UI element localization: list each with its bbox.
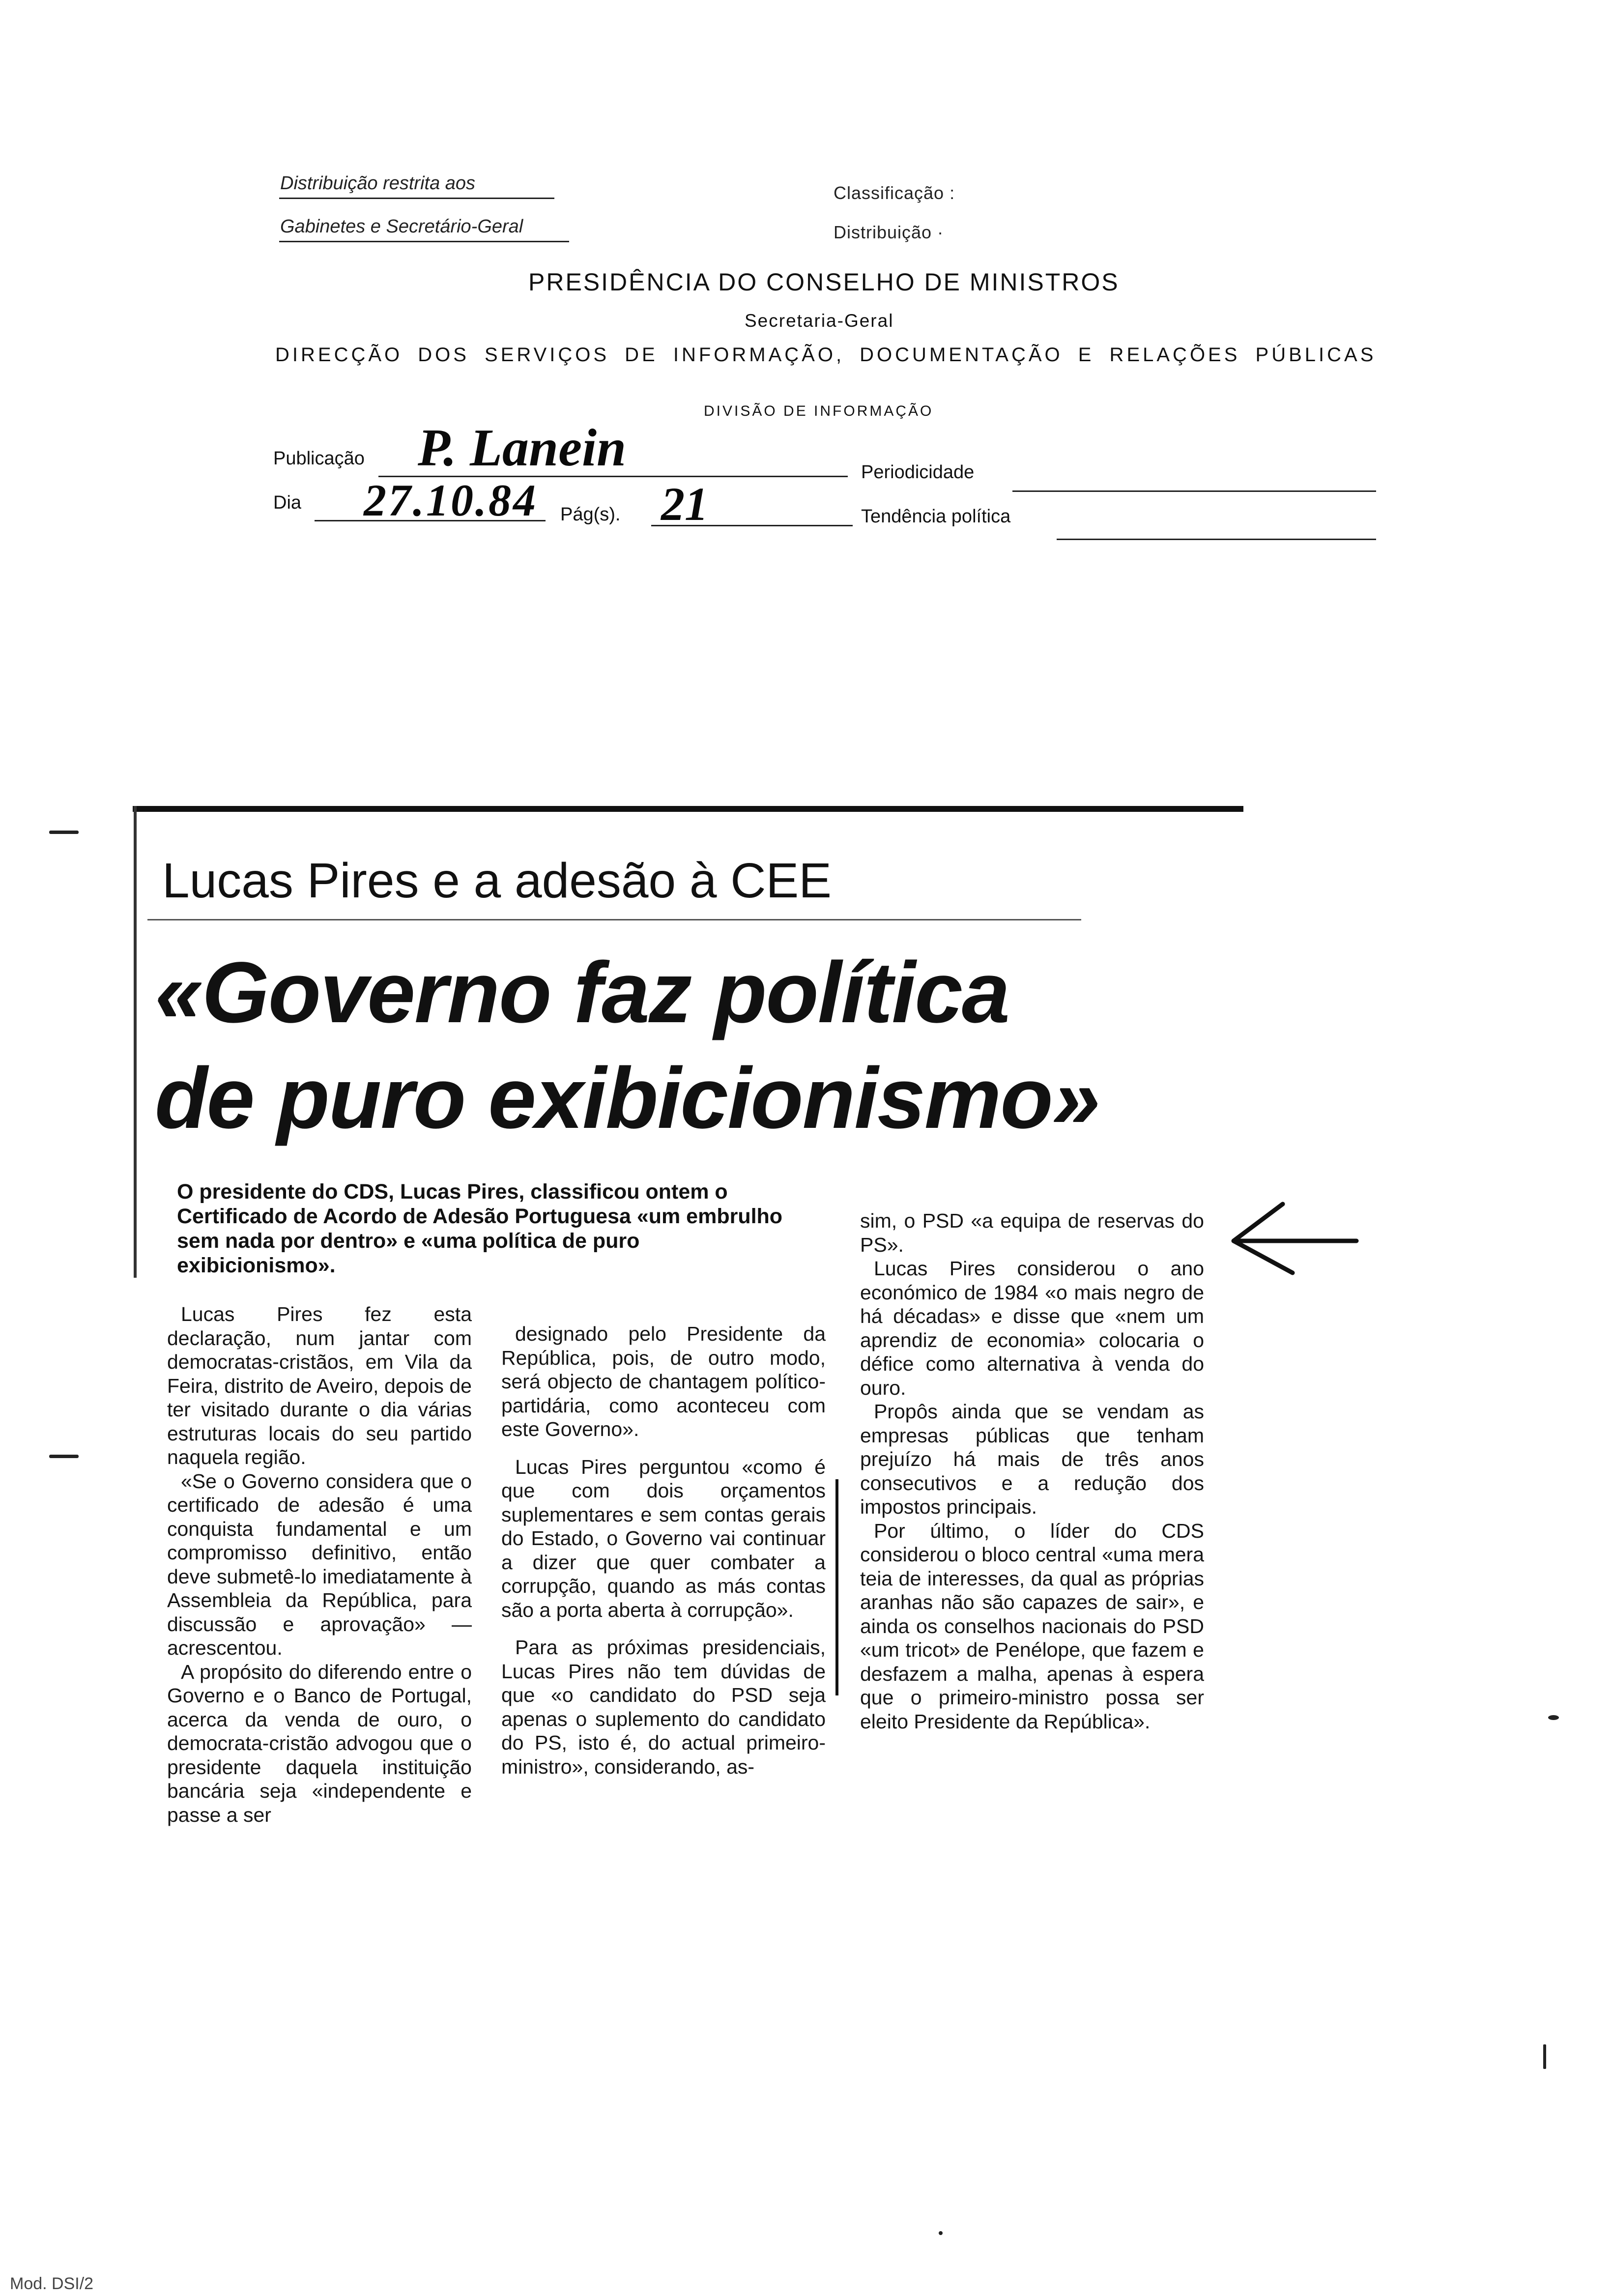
distribution-label: Distribuição · (834, 222, 944, 242)
scan-speck (1543, 2044, 1546, 2069)
kicker-rule (147, 919, 1081, 920)
column-3-paragraph: Lucas Pires considerou o ano económico de 1984 «o mais negro de há décadas» e disse que «nem um aprendiz de economia» colocaria o défice como alternativa à venda do ouro. (860, 1257, 1204, 1399)
article-headline-line1: «Governo faz política (155, 945, 1009, 1041)
article-kicker: Lucas Pires e a adesão à CEE (162, 853, 832, 908)
article-lead: O presidente do CDS, Lucas Pires, classificou ontem o Certificado de Acordo de Adesão Portuguesa «um embrulho sem nada por dentro» e «uma política de puro exibicionismo». (177, 1180, 783, 1277)
day-handwritten-value: 27.10.84 (364, 475, 538, 525)
distribution-underline-1 (279, 198, 554, 199)
secretariat-title: Secretaria-Geral (745, 311, 894, 331)
scan-speck (939, 2231, 943, 2235)
periodicity-field-line (1012, 490, 1376, 492)
column-1-paragraph: Lucas Pires fez esta declaração, num jantar com democratas-cristãos, em Vila da Feira, distrito de Aveiro, depois de ter visitado durante o dia várias estruturas locais do seu partido naquela região. (167, 1303, 472, 1468)
clipping-left-edge (134, 806, 137, 1278)
distribution-restriction-line2: Gabinetes e Secretário-Geral (280, 216, 523, 237)
scan-speck (1548, 1715, 1559, 1720)
page-label: Pág(s). (560, 504, 621, 525)
day-label: Dia (273, 492, 302, 513)
periodicity-label: Periodicidade (861, 462, 975, 483)
publication-handwritten-value: P. Lanein (418, 419, 627, 477)
column-3-paragraph: Por último, o líder do CDS considerou o bloco central «uma mera teia de interesses, da qual as próprias aranhas não são capazes de sair», e ainda os conselhos nacionais do PSD «um tricot» de Penélope, que fazem e desfazem a malha, apenas à espera que o primeiro-ministro possa ser eleito Presidente da República». (860, 1519, 1204, 1733)
scan-speck (49, 831, 79, 834)
column-2-paragraph: designado pelo Presidente da República, pois, de outro modo, será objecto de chantagem político-partidária, como aconteceu com este Governo». (501, 1322, 826, 1440)
form-code: Mod. DSI/2 (10, 2274, 94, 2293)
tendency-field-line (1057, 539, 1376, 540)
division-title: DIVISÃO DE INFORMAÇÃO (704, 403, 934, 419)
institution-title: PRESIDÊNCIA DO CONSELHO DE MINISTROS (528, 268, 1120, 296)
directorate-title: DIRECÇÃO DOS SERVIÇOS DE INFORMAÇÃO, DOCUMENTAÇÃO E RELAÇÕES PÚBLICAS (275, 344, 1377, 366)
column-1-paragraph: A propósito do diferendo entre o Governo e o Banco de Portugal, acerca da venda de ouro, o democrata-cristão advogou que o presidente daquela instituição bancária seja «independente e passe a ser (167, 1660, 472, 1826)
distribution-restriction-line1: Distribuição restrita aos (280, 173, 476, 194)
publication-label: Publicação (273, 448, 365, 469)
clipping-top-rule (133, 806, 1243, 812)
article-column-3 (860, 1209, 1204, 1733)
column-3-paragraph: Propôs ainda que se vendam as empresas públicas que tenham prejuízo há mais de três anos consecutivos e a redução dos impostos principais. (860, 1400, 1204, 1518)
article-column-1 (167, 1302, 472, 1827)
article-column-2 (501, 1322, 826, 1779)
distribution-underline-2 (279, 241, 569, 242)
column-2-paragraph: Para as próximas presidenciais, Lucas Pires não tem dúvidas de que «o candidato do PSD seja apenas o suplemento do candidato do PS, isto é, do actual primeiro-ministro», considerando, as- (501, 1636, 826, 1778)
column-1-paragraph: «Se o Governo considera que o certificado de adesão é uma conquista fundamental e um compromisso definitivo, então deve submetê-lo imediatamente à Assembleia da República, para discussão e aprovação» — acrescentou. (167, 1469, 472, 1659)
page-handwritten-value: 21 (661, 478, 708, 530)
column-2-paragraph: Lucas Pires perguntou «como é que com dois orçamentos suplementares e sem contas gerais do Estado, o Governo vai continuar a dizer que quer combater a corrupção, quando as más contas são a porta aberta à corrupção». (501, 1455, 826, 1621)
margin-annotation-bracket (835, 1479, 838, 1695)
margin-arrow-icon (1224, 1199, 1361, 1283)
column-3-paragraph: sim, o PSD «a equipa de reservas do PS». (860, 1209, 1204, 1256)
scan-speck (49, 1455, 79, 1458)
article-headline-line2: de puro exibicionismo» (155, 1050, 1099, 1147)
classification-label: Classificação : (834, 183, 955, 203)
political-tendency-label: Tendência política (861, 506, 1011, 527)
